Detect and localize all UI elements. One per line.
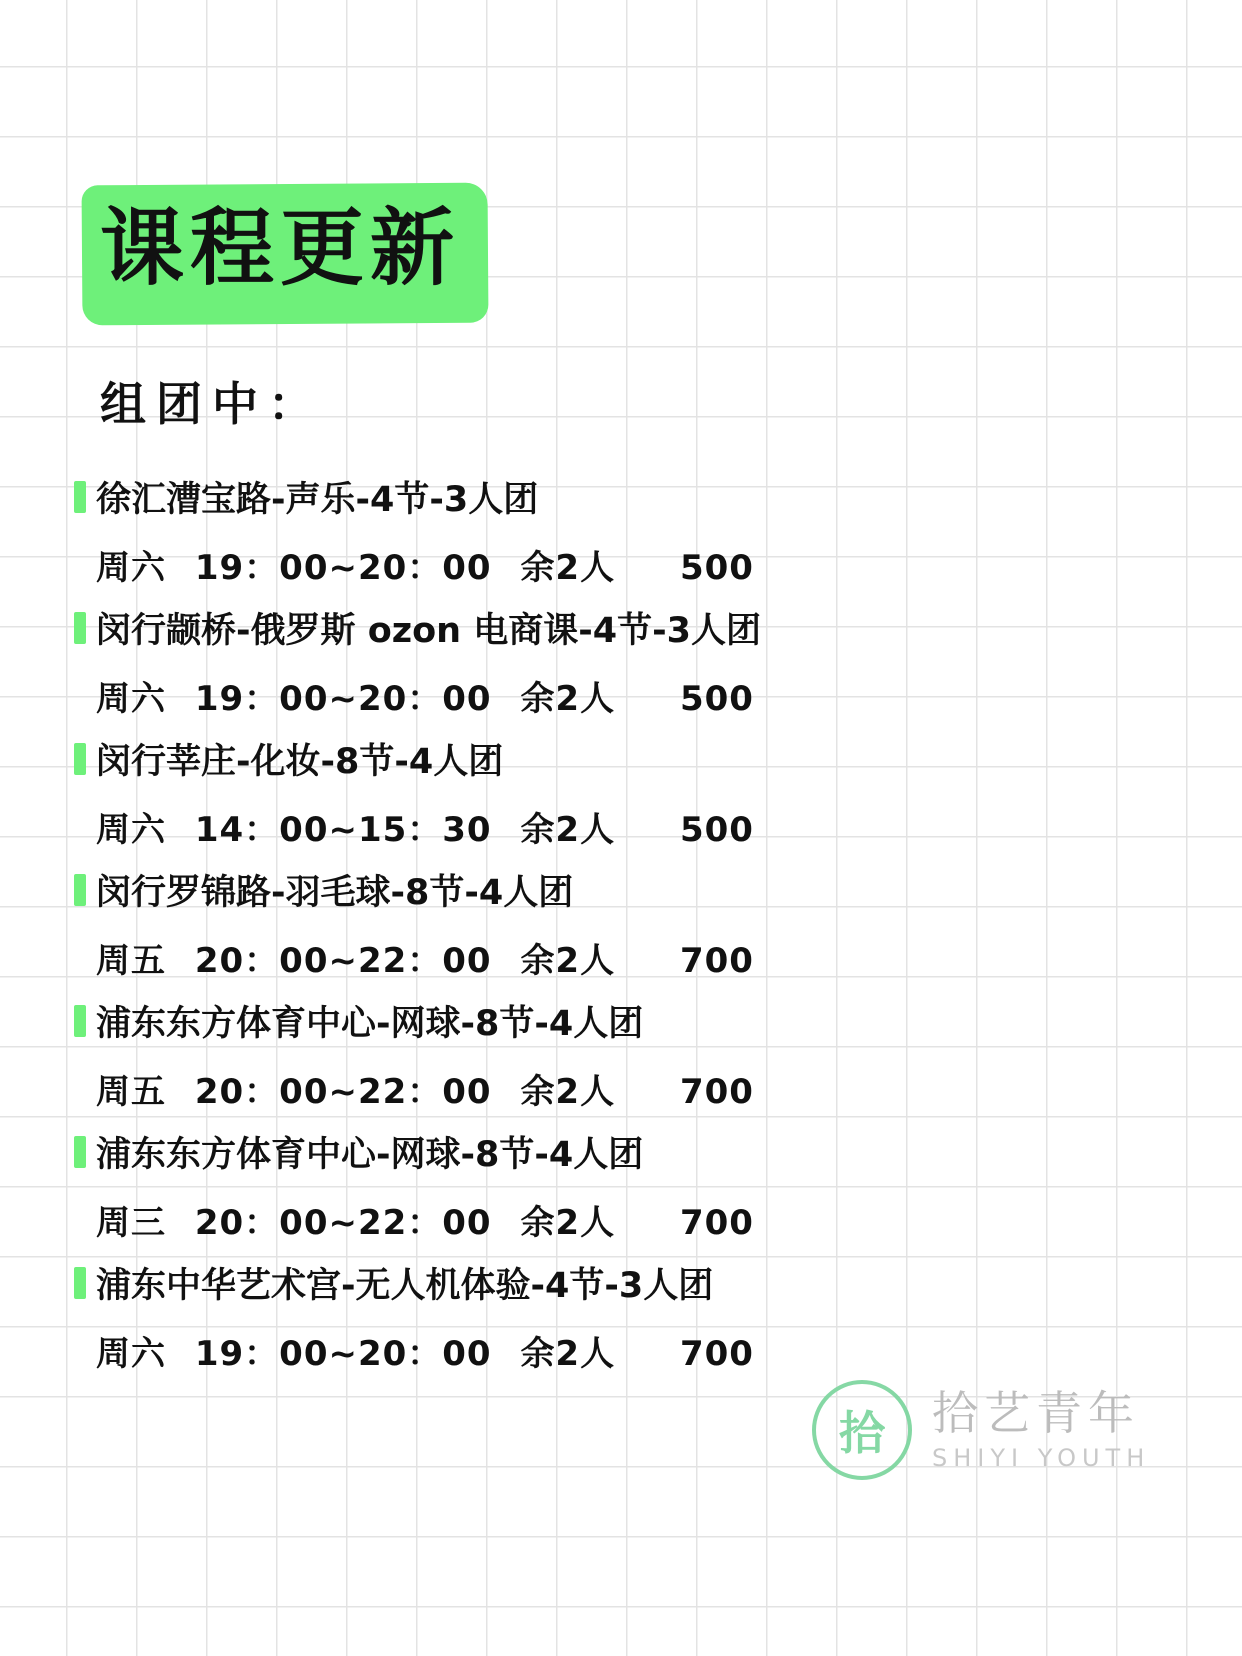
list-item-header bbox=[74, 1127, 1154, 1177]
course-price: 700 bbox=[679, 1334, 754, 1374]
course-day: 周六 bbox=[96, 810, 166, 850]
course-day: 周六 bbox=[96, 679, 166, 719]
brand-watermark bbox=[812, 1380, 1150, 1480]
course-price: 700 bbox=[679, 941, 754, 981]
course-time: 20：00~22：00 bbox=[194, 941, 492, 981]
course-title: 浦东东方体育中心-网球-8节-4人团 bbox=[96, 1135, 644, 1175]
course-title: 闵行颛桥-俄罗斯 ozon 电商课-4节-3人团 bbox=[96, 611, 762, 651]
course-slots-left: 余2人 bbox=[520, 1334, 616, 1374]
brand-name-en: SHIYI YOUTH bbox=[932, 1444, 1151, 1473]
bullet-icon bbox=[74, 1005, 86, 1037]
course-time: 19：00~20：00 bbox=[194, 1334, 492, 1374]
course-slots-left: 余2人 bbox=[520, 548, 616, 588]
list-item bbox=[74, 734, 1154, 851]
course-slots-left: 余2人 bbox=[520, 810, 616, 850]
course-time: 19：00~20：00 bbox=[194, 548, 492, 588]
course-slots-left: 余2人 bbox=[520, 1203, 616, 1243]
course-price: 500 bbox=[679, 548, 754, 588]
course-detail bbox=[96, 1195, 1154, 1244]
course-day: 周五 bbox=[96, 941, 166, 981]
list-item bbox=[74, 603, 1154, 720]
course-detail bbox=[96, 671, 1154, 720]
course-price: 700 bbox=[679, 1072, 754, 1112]
brand-name-group bbox=[932, 1385, 1151, 1473]
list-item bbox=[74, 865, 1154, 982]
course-day: 周六 bbox=[96, 1334, 166, 1374]
course-time: 19：00~20：00 bbox=[194, 679, 492, 719]
course-detail bbox=[96, 933, 1154, 982]
course-price: 500 bbox=[679, 810, 754, 850]
brand-name-cn: 拾艺青年 bbox=[932, 1385, 1140, 1440]
page-title: 课程更新 bbox=[100, 199, 461, 297]
course-title: 闵行罗锦路-羽毛球-8节-4人团 bbox=[96, 873, 574, 913]
brand-logo-glyph: 拾 bbox=[839, 1406, 885, 1460]
list-item-header bbox=[74, 865, 1154, 915]
course-day: 周六 bbox=[96, 548, 166, 588]
list-item bbox=[74, 1258, 1154, 1375]
course-slots-left: 余2人 bbox=[520, 1072, 616, 1112]
list-item bbox=[74, 1127, 1154, 1244]
course-time: 20：00~22：00 bbox=[194, 1072, 492, 1112]
course-detail bbox=[96, 802, 1154, 851]
bullet-icon bbox=[74, 481, 86, 513]
course-price: 700 bbox=[679, 1203, 754, 1243]
course-list bbox=[74, 472, 1154, 1389]
list-item-header bbox=[74, 996, 1154, 1046]
bullet-icon bbox=[74, 612, 86, 644]
course-title: 浦东东方体育中心-网球-8节-4人团 bbox=[96, 1004, 644, 1044]
course-time: 14：00~15：30 bbox=[194, 810, 492, 850]
course-slots-left: 余2人 bbox=[520, 941, 616, 981]
list-item-header bbox=[74, 1258, 1154, 1308]
bullet-icon bbox=[74, 874, 86, 906]
course-title: 浦东中华艺术宫-无人机体验-4节-3人团 bbox=[96, 1266, 714, 1306]
bullet-icon bbox=[74, 1267, 86, 1299]
list-item-header bbox=[74, 734, 1154, 784]
brand-logo-icon bbox=[812, 1380, 912, 1480]
section-subtitle: 组团中： bbox=[100, 377, 324, 431]
course-time: 20：00~22：00 bbox=[194, 1203, 492, 1243]
course-detail bbox=[96, 1326, 1154, 1375]
course-day: 周五 bbox=[96, 1072, 166, 1112]
course-day: 周三 bbox=[96, 1203, 166, 1243]
list-item-header bbox=[74, 603, 1154, 653]
bullet-icon bbox=[74, 1136, 86, 1168]
course-title: 徐汇漕宝路-声乐-4节-3人团 bbox=[96, 480, 539, 520]
course-detail bbox=[96, 540, 1154, 589]
course-detail bbox=[96, 1064, 1154, 1113]
bullet-icon bbox=[74, 743, 86, 775]
course-slots-left: 余2人 bbox=[520, 679, 616, 719]
course-title: 闵行莘庄-化妆-8节-4人团 bbox=[96, 742, 504, 782]
list-item bbox=[74, 996, 1154, 1113]
list-item-header bbox=[74, 472, 1154, 522]
page-title-group bbox=[88, 178, 472, 318]
course-price: 500 bbox=[679, 679, 754, 719]
list-item bbox=[74, 472, 1154, 589]
